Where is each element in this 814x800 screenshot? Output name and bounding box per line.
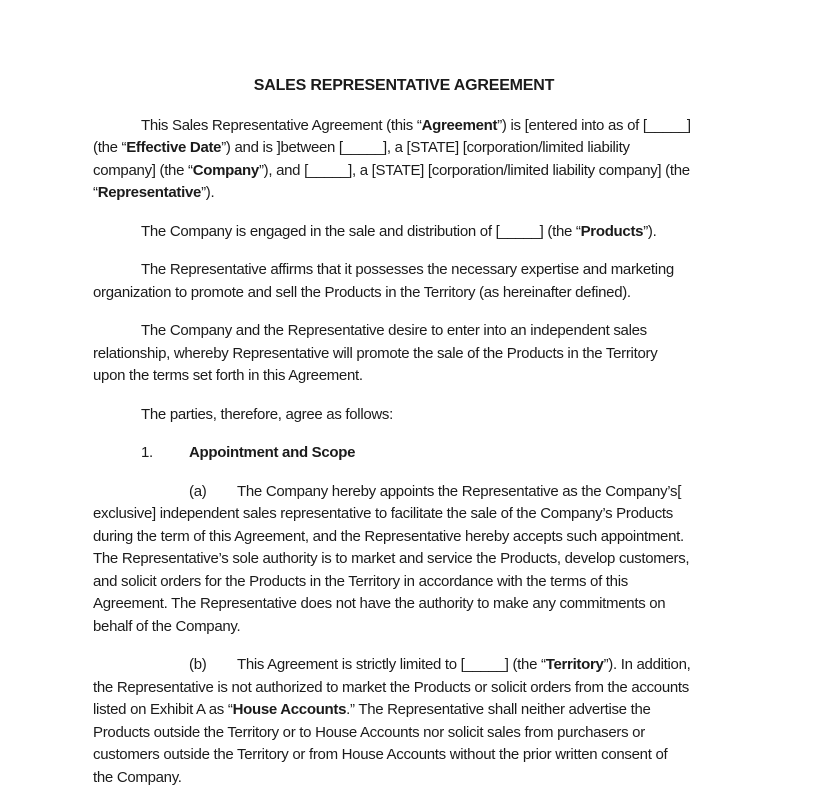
- paragraph-recital-parties: This Sales Representative Agreement (this “Agreement”) is [entered into as of [_____] (the “Effective Date”) and is ]between [_____], a [STATE] [corporation/limited liability company] (the “Company”), and [_____], a [STATE] [corporation/limited liability company] (the “Representative”).: [93, 116, 691, 201]
- clause-a-label: (a): [189, 482, 207, 500]
- paragraph-recital-products: The Company is engaged in the sale and distribution of [_____] (the “Products”).: [141, 222, 657, 240]
- paragraph-recital-relationship: The Company and the Representative desire to enter into an independent sales relationship, whereby Representative will promote the sale of the Products in the Territory upon the terms set forth in this Agreement.: [93, 322, 658, 384]
- clause-a: [93, 481, 715, 639]
- clause-a-text: The Company hereby appoints the Representative as the Company’s[ exclusive] independent sales representative to facilitate the sale of the Company’s Products during the term of this Agreement, and the Representative hereby accepts such appointment. The Representative’s sole authority is to market and service the Products, develop customers, and solicit orders for the Products in the Territory in accordance with the terms of this Agreement. The Representative does not have the authority to make any commitments on behalf of the Company.: [93, 482, 690, 635]
- section-1-number: 1.: [141, 444, 153, 461]
- clause-b-label: (b): [189, 656, 207, 673]
- document-title: SALES REPRESENTATIVE AGREEMENT: [253, 77, 555, 94]
- paragraph-recital-expertise: The Representative affirms that it possesses the necessary expertise and marketing organization to promote and sell the Products in the Territory (as hereinafter defined).: [93, 261, 674, 301]
- section-1-heading: Appointment and Scope: [189, 444, 356, 461]
- paragraph-agreement-lead-in: The parties, therefore, agree as follows:: [141, 405, 394, 423]
- clause-b-text: This Agreement is strictly limited to [_____] (the “Territory”). In addition, the Representative is not authorized to market the Products or solicit orders from the accounts listed on Exhibit A as “House Accounts.” The Representative shall neither advertise the Products outside the Territory or to House Accounts nor solicit sales from purchasers or customers outside the Territory or from House Accounts without the prior written consent of the Company.: [93, 656, 691, 786]
- clause-b: [93, 654, 715, 789]
- section-1-heading-row: [93, 442, 715, 465]
